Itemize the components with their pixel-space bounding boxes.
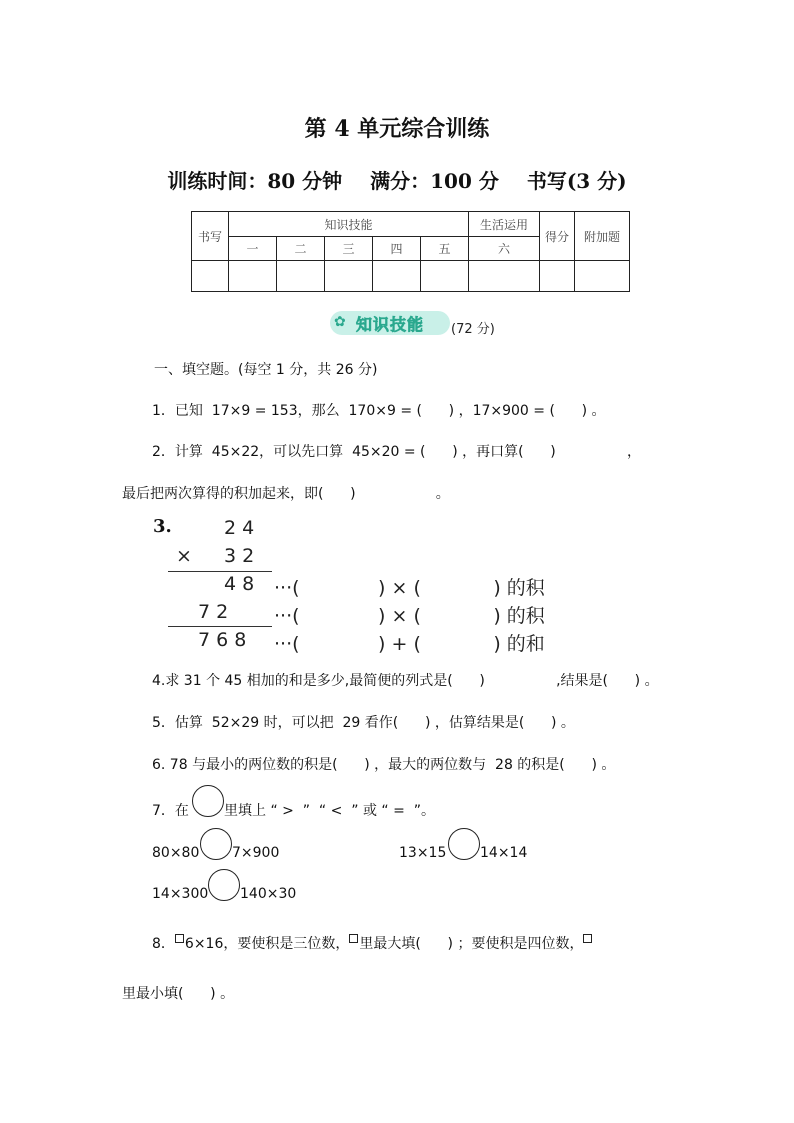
- compare-a-right: 7×900: [232, 845, 280, 861]
- multiplier: 3 2: [224, 545, 255, 567]
- score-cell: [421, 261, 469, 292]
- section-label: 知识技能: [356, 315, 425, 334]
- question-1: 1．已知 17×9 = 153，那么 170×9 = ( ) ，17×900 = ( ) 。: [152, 403, 606, 419]
- answer-circle[interactable]: [208, 869, 240, 901]
- compare-b-right: 14×14: [480, 845, 528, 861]
- score-cell: [192, 261, 229, 292]
- score-table: [191, 211, 630, 292]
- question-5: 5．估算 52×29 时，可以把 29 看作( ) ，估算结果是( ) 。: [152, 715, 575, 731]
- answer-box-icon: [175, 934, 184, 943]
- header-writing: 书写: [192, 212, 229, 261]
- rule-line: [168, 571, 272, 572]
- score-cell: [325, 261, 373, 292]
- question-8-text-a: 6×16，要使积是三位数，: [184, 936, 350, 952]
- flower-icon: ✿: [334, 314, 346, 330]
- header-life: 生活运用: [469, 212, 540, 237]
- partial-1-explanation: ···( ) × ( ) 的积: [274, 577, 545, 599]
- score-cell: [469, 261, 540, 292]
- sum-explanation: ···( ) + ( ) 的和: [274, 633, 545, 655]
- final-product: 7 6 8: [198, 629, 247, 651]
- section-banner: [330, 311, 425, 335]
- question-6: 6. 78 与最小的两位数的积是( ) ，最大的两位数与 28 的积是( ) 。: [152, 757, 616, 773]
- answer-circle[interactable]: [192, 785, 224, 817]
- score-cell: [277, 261, 325, 292]
- compare-c-right: 140×30: [240, 886, 297, 902]
- col-6: 六: [469, 237, 540, 261]
- question-8-number: 8．: [152, 936, 175, 952]
- multiplicand: 2 4: [224, 517, 255, 539]
- col-4: 四: [373, 237, 421, 261]
- question-8-line1: [152, 933, 593, 953]
- header-knowledge: 知识技能: [229, 212, 469, 237]
- page-title: 第 4 单元综合训练: [304, 116, 490, 142]
- question-2-line1: 2．计算 45×22，可以先口算 45×20 = ( ) ，再口算( ) ，: [152, 444, 641, 460]
- compare-b-left: 13×15: [399, 845, 447, 861]
- partial-product-2: 7 2: [198, 601, 229, 623]
- partial-2-explanation: ···( ) × ( ) 的积: [274, 605, 545, 627]
- score-cell: [229, 261, 277, 292]
- question-7-instruction: 里填上 “ > ” “ < ” 或 “ = ”。: [224, 803, 436, 819]
- question-8-text-b: 里最大填( ) ；要使积是四位数，: [359, 936, 584, 952]
- score-cell: [373, 261, 421, 292]
- answer-circle[interactable]: [448, 828, 480, 860]
- times-sign: ×: [176, 545, 192, 567]
- time-info: 训练时间：80 分钟: [167, 169, 343, 193]
- partial-product-1: 4 8: [224, 573, 255, 595]
- question-7-prefix: 7．在: [152, 803, 189, 819]
- compare-c-left: 14×300: [152, 886, 209, 902]
- col-3: 三: [325, 237, 373, 261]
- section-points: (72 分): [451, 322, 495, 337]
- writing-score-info: 书写(3 分): [526, 169, 627, 193]
- answer-circle[interactable]: [200, 828, 232, 860]
- col-1: 一: [229, 237, 277, 261]
- score-cell: [575, 261, 630, 292]
- part1-heading: 一、填空题。(每空 1 分，共 26 分): [154, 362, 378, 378]
- compare-a-left: 80×80: [152, 845, 200, 861]
- full-score-info: 满分：100 分: [370, 169, 499, 193]
- question-8-line2: 里最小填( ) 。: [122, 986, 235, 1002]
- exam-info: [0, 165, 794, 194]
- answer-box-icon: [349, 934, 358, 943]
- score-cell: [540, 261, 575, 292]
- rule-line: [168, 626, 272, 627]
- header-score: 得分: [540, 212, 575, 261]
- answer-box-icon: [583, 934, 592, 943]
- question-2-line2: 最后把两次算得的积加起来，即( ) 。: [122, 486, 450, 502]
- header-extra: 附加题: [575, 212, 630, 261]
- col-2: 二: [277, 237, 325, 261]
- col-5: 五: [421, 237, 469, 261]
- question-4: 4.求 31 个 45 相加的和是多少,最简便的列式是( ) ,结果是( ) 。: [152, 673, 659, 689]
- question-3-label: 3.: [153, 516, 172, 537]
